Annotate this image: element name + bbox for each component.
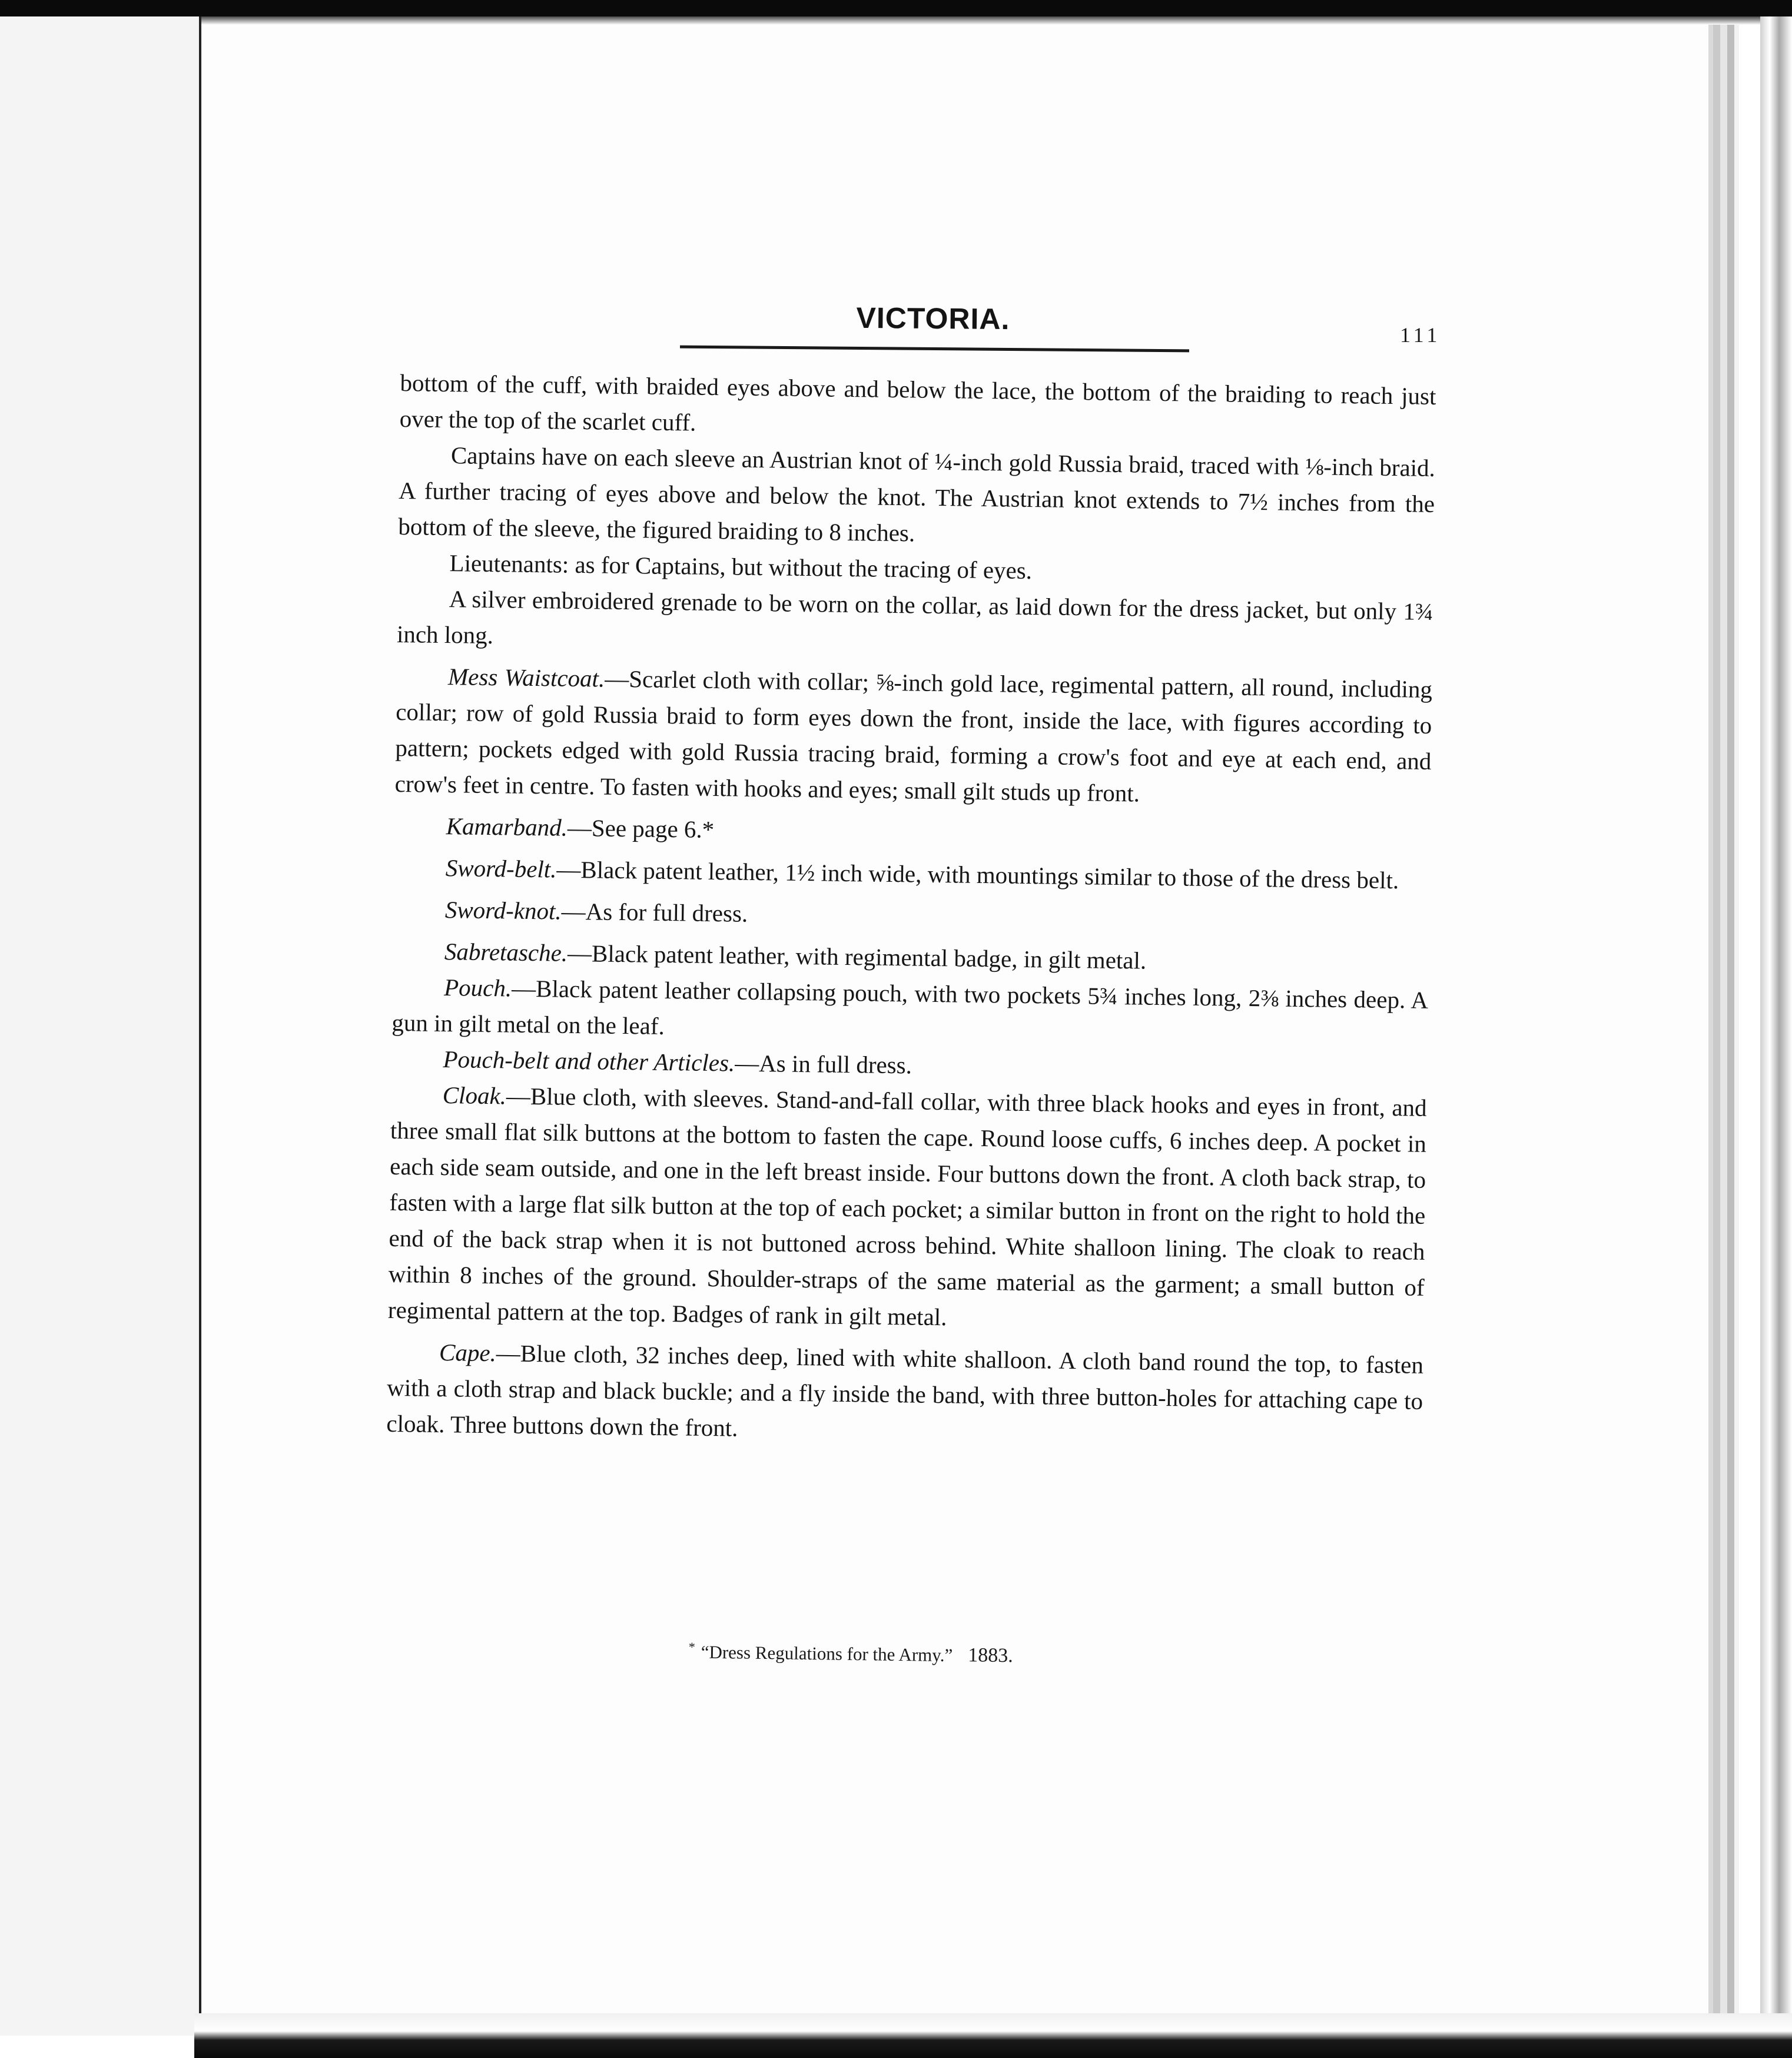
paragraph-text: bottom of the cuff, with braided eyes above and below the lace, the bottom of the braiding to reach just over the top of the scarlet cuff. [399, 369, 1436, 436]
paragraph [393, 849, 1430, 899]
paragraph [394, 658, 1432, 815]
footnote-text: “Dress Regulations for the Army.” [701, 1641, 953, 1666]
paragraph-text: Lieutenants: as for Captains, but without the tracing of eyes. [449, 549, 1033, 585]
paragraph-text: —Black patent leather, with regimental badge, in gilt metal. [567, 939, 1147, 974]
paragraph-heading: Sword-knot. [444, 896, 562, 925]
paragraph [393, 891, 1429, 941]
paragraph-text: —Blue cloth, with sleeves. Stand-and-fall collar, with three black hooks and eyes in front, and three small flat silk buttons at the bottom to fasten the cape. Round loose cuffs, 6 inches deep. A pocket in each side seam outside, and one in the left breast inside. Four buttons down the front. A cloth back strap, to fasten with a large flat silk button at the top of each pocket; a similar button in front on the right to hold the end of the back strap when it is not buttoned across behind. White shalloon lining. The cloak to reach within 8 inches of the ground. Shoulder-straps of the same material as the garment; a small button of regimental pattern at the top. Badges of rank in gilt metal. [387, 1082, 1427, 1331]
footnote-mark: * [688, 1639, 695, 1655]
page-stack-edge [1760, 16, 1792, 2053]
paragraph-heading: Sabretasche. [444, 938, 568, 967]
paragraph [391, 969, 1428, 1054]
scan-bottom-edge [194, 2013, 1792, 2058]
paragraph-text: —Scarlet cloth with collar; ⅝-inch gold lace, regimental pattern, all round, including collar; row of gold Russia braid to form eyes down the front, inside the lace, with figures according to pattern; pockets edged with gold Russia tracing braid, forming a crow's foot and eye at each end, and crow's feet in centre. To fasten with hooks and eyes; small gilt studs up front. [394, 665, 1433, 807]
paragraph-text: —As in full dress. [734, 1049, 912, 1079]
paragraph-text: —Black patent leather collapsing pouch, with two pockets 5¾ inches long, 2⅜ inches deep. A gun in gilt metal on the leaf. [391, 974, 1429, 1040]
facing-page [0, 16, 199, 2036]
paragraph-heading: Pouch. [443, 974, 512, 1002]
paragraph-text: —As for full dress. [561, 897, 748, 927]
paragraph [398, 437, 1435, 558]
paragraph-text: Captains have on each sleeve an Austrian knot of ¼-inch gold Russia braid, traced with ⅛-inch braid. A further tracing of eyes above and below the knot. The Austrian knot extends to 7½ inches from the bottom of the sleeve, the figured braiding to 8 inches. [398, 442, 1436, 547]
running-title: VICTORIA. [856, 301, 1010, 336]
paragraph-heading: Sword-belt. [445, 854, 557, 883]
paragraph-heading: Pouch-belt and other Articles. [443, 1045, 735, 1077]
paragraph-heading: Kamarband. [446, 812, 568, 841]
scan-top-edge [0, 0, 1792, 16]
paragraph [394, 808, 1431, 857]
paragraph-text: —See page 6.* [567, 814, 715, 844]
body-text [386, 365, 1436, 1455]
paragraph-text: A silver embroidered grenade to be worn on the collar, as laid down for the dress jacket, but only 1¾ inch long. [396, 585, 1433, 649]
paragraph-text: —Blue cloth, 32 inches deep, lined with white shalloon. A cloth band round the top, to fasten with a cloth strap and black buckle; and a fly inside the band, with three button-holes for attaching cape to cloak. Three buttons down the front. [386, 1339, 1424, 1442]
paragraph-heading: Cloak. [442, 1081, 507, 1110]
scan-top-shadow [0, 16, 1792, 25]
paragraph [386, 1334, 1423, 1455]
paragraph-heading: Cape. [439, 1339, 497, 1367]
footnote-year: 1883. [968, 1644, 1014, 1667]
paragraph-heading: Mess Waistcoat. [447, 663, 605, 692]
page-number: 111 [1400, 323, 1441, 347]
paragraph-text: —Black patent leather, 1½ inch wide, with mountings similar to those of the dress belt. [556, 855, 1399, 894]
paragraph [399, 365, 1436, 450]
paragraph [388, 1077, 1427, 1342]
paragraph [397, 580, 1433, 666]
